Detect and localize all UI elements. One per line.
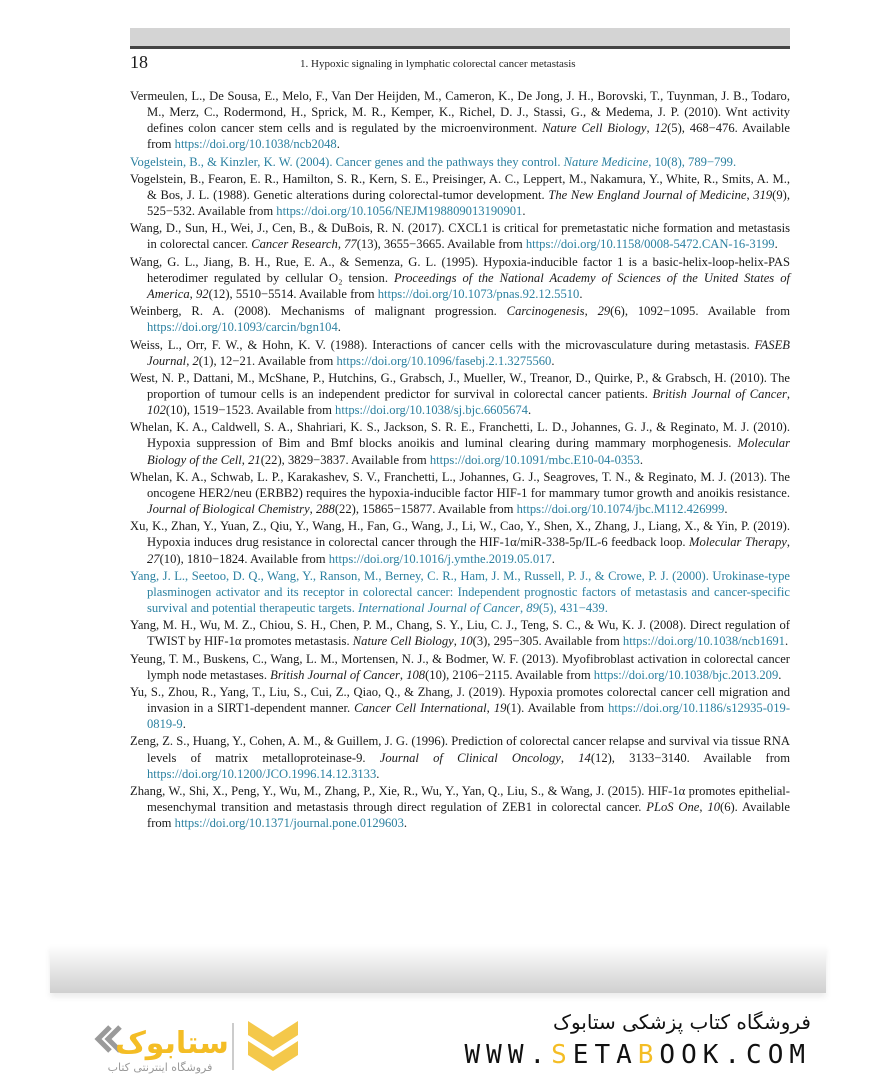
reference-text: (9), 525−532. Available from (147, 187, 791, 219)
reference-text: , (584, 304, 598, 319)
doi-link[interactable]: https://doi.org/10.1074/jbc.M112.426999 (516, 502, 725, 517)
journal-text: 108 (406, 667, 426, 682)
reference-text: (3), 295−305. Available from (472, 634, 623, 649)
reference-text: Weinberg, R. A. (2008). Mechanisms of malignant progression. (130, 304, 507, 319)
doi-link[interactable]: https://doi.org/10.1096/fasebj.2.1.3275560 (336, 353, 552, 368)
doi-link[interactable]: https://doi.org/10.1158/0008-5472.CAN-16-3199 (525, 237, 775, 252)
journal-text: 2 (192, 353, 199, 368)
journal-text: PLoS One (646, 800, 700, 815)
reference-text: Zhang, W., Shi, X., Peng, Y., Wu, M., Zhang, P., Xie, R., Wu, Y., Yan, Q., Liu, S., & Wang, J. (2015). HIF-1α promotes epithelial-mesenchymal transition and metastasis through direct regulation of ZEB1 in colorectal cancer. (130, 783, 790, 815)
reference-list (130, 88, 790, 832)
reference-text: . (337, 320, 341, 335)
reference-text: (1). Available from (506, 701, 609, 716)
url-part: S (551, 1040, 573, 1070)
reference-text: , (519, 600, 527, 615)
reference-text: . (376, 766, 380, 781)
header-bar (130, 28, 790, 49)
reference-text: (12), 3133−3140. Available from (590, 750, 791, 765)
journal-text: 19 (493, 701, 507, 716)
reference-text: . (551, 551, 555, 566)
reference-text: Wang, G. L., Jiang, B. H., Rue, E. A., & Semenza, G. L. (1995). Hypoxia-inducible factor 1 is a basic-helix-loop-helix-PAS heterodimer regulated by cellular O₂ tension. (130, 254, 790, 285)
doi-link[interactable]: https://doi.org/10.1038/sj.bjc.6605674 (335, 403, 528, 418)
reference-text: . (527, 403, 532, 418)
reference-text: . (774, 237, 778, 252)
reference-text: (10), 1519−1523. Available from (165, 403, 336, 418)
reference-text: Zeng, Z. S., Huang, Y., Cohen, A. M., & Guillem, J. G. (1996). Prediction of colorectal cancer relapse and survival via tissue RNA levels of matrix metalloproteinase-9. (130, 734, 790, 765)
reference-entry (130, 783, 790, 831)
journal-text: Molecular Biology of the Cell (147, 436, 790, 467)
doi-link[interactable]: https://doi.org/10.1038/bjc.2013.209 (593, 667, 779, 682)
reference-text: Yang, J. L., Seetoo, D. Q., Wang, Y., Ranson, M., Berney, C. R., Ham, J. M., Russell, P. J., & Crowe, P. J. (2000). Urokinase-type plasminogen activator and its receptor in colorectal cancer: Independent prognostic factors of metastasis and cancer-specific survival and potential therapeutic targets. (130, 568, 790, 615)
journal-text: Molecular Therapy (688, 535, 787, 550)
journal-text: International Journal of Cancer (358, 600, 520, 615)
reference-text: (6). Available from (147, 800, 791, 831)
running-title: 1. Hypoxic signaling in lymphatic colorectal cancer metastasis (300, 58, 576, 70)
doi-link[interactable]: https://doi.org/10.1056/NEJM198809013190901 (276, 204, 523, 219)
reference-entry (130, 518, 790, 566)
reference-text: . (522, 204, 526, 219)
doi-link[interactable]: https://doi.org/10.1093/carcin/bgn104 (147, 320, 338, 335)
reference-text: Whelan, K. A., Schwab, L. P., Karakashev, S. V., Franchetti, L., Johannes, G. J., Seagroves, T. N., & Reginato, M. J. (2013). The oncogene HER2/neu (ERBB2) requires the hypoxia-inducible factor HIF-1 for mammary tumor growth and anoikis resistance. (130, 469, 790, 500)
url-part: B (637, 1040, 660, 1070)
journal-text: Journal of Biological Chemistry (147, 502, 310, 517)
reference-text: Whelan, K. A., Caldwell, S. A., Shahriari, K. S., Jackson, S. R. E., Franchetti, L. D., Johannes, G. J., & Reginato, M. J. (2010). Hypoxia suppression of Bim and Bmf blocks anoikis and luminal clearing during mammary morphogenesis. (130, 420, 790, 451)
reference-text: , (399, 667, 407, 682)
reference-text: . (579, 286, 583, 301)
reference-text: (22), 15865−15877. Available from (334, 502, 517, 517)
journal-text: Proceedings of the National Academy of Sciences of the United States of America (147, 270, 790, 301)
reference-text: (5), 468−476. Available from (147, 121, 790, 152)
journal-text: Cancer Research (251, 237, 338, 252)
reference-entry (130, 651, 790, 683)
reference-text: Wang, D., Sun, H., Wei, J., Cen, B., & DuBois, R. N. (2017). CXCL1 is critical for premetastatic niche formation and metastasis in colorectal cancer. (130, 221, 790, 252)
journal-text: FASEB Journal (147, 337, 790, 368)
reference-text: , (453, 634, 461, 649)
reference-entry (130, 220, 790, 252)
reference-text: , (786, 387, 791, 401)
website-url[interactable] (465, 1040, 811, 1070)
reference-text: , (560, 750, 579, 765)
journal-text: Journal of Clinical Oncology (379, 750, 561, 765)
reference-text: , (241, 452, 249, 467)
setabook-logo (90, 1015, 330, 1075)
reference-text: (6), 1092−1095. Available from (610, 304, 791, 319)
journal-text: 102 (147, 403, 166, 418)
reference-text: , 10(8), 789−799. (648, 154, 737, 169)
reference-text: , (699, 800, 708, 815)
doi-link[interactable]: https://doi.org/10.1038/ncb2048 (174, 137, 337, 152)
reference-text: (12), 5510−5514. Available from (208, 286, 378, 301)
journal-text: British Journal of Cancer (652, 387, 787, 401)
journal-text: 92 (195, 286, 209, 301)
reference-entry (130, 733, 790, 781)
shop-name: فروشگاه کتاب پزشکی ستابوک (553, 1010, 811, 1034)
reference-text: . (551, 353, 555, 368)
doi-link[interactable]: https://doi.org/10.1186/s12935-019-0819-9 (147, 701, 791, 732)
journal-text: Nature Cell Biology (352, 634, 454, 649)
reference-text: , (486, 701, 494, 716)
reference-entry (130, 303, 790, 335)
journal-text: The New England Journal of Medicine (548, 187, 747, 202)
reference-text: . (784, 634, 789, 649)
reference-text: (1), 12−21. Available from (198, 353, 337, 368)
reference-text: , (646, 121, 655, 136)
reference-entry (130, 469, 790, 517)
reference-text: , (309, 502, 316, 517)
journal-text: 288 (315, 502, 335, 517)
journal-text: 21 (248, 452, 261, 467)
reference-text: (10), 1810−1824. Available from (159, 551, 329, 566)
reference-entry (130, 154, 790, 170)
page-number: 18 (130, 52, 148, 72)
journal-text: Cancer Cell International (354, 701, 487, 716)
journal-text: Nature Medicine (563, 154, 649, 169)
reference-entry (130, 171, 790, 219)
svg-text:ستابوک: ستابوک (115, 1026, 229, 1061)
journal-text: 14 (578, 750, 591, 765)
journal-text: British Journal of Cancer (270, 667, 400, 682)
page-bottom-shadow (50, 945, 826, 993)
reference-text: (5), 431−439. (538, 600, 608, 615)
reference-text: , (337, 237, 345, 252)
reference-text: . (778, 667, 782, 682)
logo-icon (90, 1015, 330, 1075)
journal-text: 27 (147, 551, 160, 566)
journal-text: Carcinogenesis (506, 304, 585, 319)
url-part: WWW. (464, 1040, 552, 1070)
reference-text: West, N. P., Dattani, M., McShane, P., Hutchins, G., Grabsch, J., Mueller, W., Treanor, D., Quirke, P., & Grabsch, H. (2010). The proportion of tumour cells is an independent predictor for survival in colorectal cancer patients. (130, 370, 790, 401)
doi-link[interactable]: https://doi.org/10.1200/JCO.1996.14.12.3133 (147, 766, 377, 781)
journal-text: 10 (460, 634, 473, 649)
reference-text: Vermeulen, L., De Sousa, E., Melo, F., Van Der Heijden, M., Cameron, K., De Jong, J. H., Borovski, T., Tuynman, J. B., Todaro, M., Merz, C., Rodermond, H., Sprick, M. R., Kemper, K., Richel, D. J., Stassi, G., & Medema, J. P. (2010). Wnt activity defines colon cancer stem cells and is regulated by the microenvironment. (130, 89, 790, 136)
reference-text: (10), 2106−2115. Available from (425, 667, 594, 682)
url-part: ETA (572, 1040, 638, 1070)
doi-link[interactable]: https://doi.org/10.1073/pnas.92.12.5510 (377, 286, 580, 301)
reference-entry (130, 337, 790, 369)
reference-text: Weiss, L., Orr, F. W., & Hohn, K. V. (1988). Interactions of cancer cells with the microvasculature during metastasis. (130, 337, 755, 352)
reference-text: Yu, S., Zhou, R., Yang, T., Liu, S., Cui, Z., Qiao, Q., & Zhang, J. (2019). Hypoxia promotes colorectal cancer cell migration and invasion in a SIRT1-dependent manner. (130, 685, 790, 716)
reference-text: . (724, 502, 728, 517)
journal-text: 12 (654, 121, 668, 136)
reference-entry (130, 370, 790, 418)
reference-entry (130, 419, 790, 467)
reference-text: . (336, 137, 340, 152)
doi-link[interactable]: https://doi.org/10.1038/ncb1691 (622, 634, 785, 649)
reference-text: , (746, 187, 754, 202)
reference-text: . (182, 717, 186, 732)
doi-link[interactable]: https://doi.org/10.1091/mbc.E10-04-0353 (429, 452, 640, 467)
journal-text: 29 (597, 304, 611, 319)
reference-text: . (403, 816, 408, 831)
reference-entry (130, 88, 790, 152)
url-part: OOK.COM (659, 1040, 811, 1070)
reference-text: , (189, 286, 196, 301)
reference-entry (130, 254, 790, 302)
journal-text: 10 (707, 800, 720, 815)
reference-text: Vogelstein, B., & Kinzler, K. W. (2004). Cancer genes and the pathways they control. (130, 154, 564, 169)
reference-text: Yeung, T. M., Buskens, C., Wang, L. M., Mortensen, N. J., & Bodmer, W. F. (2013). Myofibroblast activation in colorectal cancer lymph node metastases. (130, 651, 790, 682)
reference-entry (130, 568, 790, 616)
reference-text: Xu, K., Zhan, Y., Yuan, Z., Qiu, Y., Wang, H., Fan, G., Wang, J., Li, W., Cao, Y., Shen, X., Zhang, J., Liang, X., & Yin, P. (2019). Hypoxia induces drug resistance in colorectal cancer through the HIF-1α/miR-338-5p/IL-6 feedback loop. (130, 519, 790, 550)
doi-link[interactable]: https://doi.org/10.1016/j.ymthe.2019.05.017 (328, 551, 552, 566)
reference-text: Yang, M. H., Wu, M. Z., Chiou, S. H., Chen, P. M., Chang, S. Y., Liu, C. J., Teng, S. C., & Wu, K. J. (2008). Direct regulation of TWIST by HIF-1α promotes metastasis. (130, 618, 790, 649)
reference-text: (22), 3829−3837. Available from (260, 452, 430, 467)
reference-text: Vogelstein, B., Fearon, E. R., Hamilton, S. R., Kern, S. E., Preisinger, A. C., Leppert, M., Nakamura, Y., White, R., Smits, A. M., & Bos, J. L. (1988). Genetic alterations during colorectal-tumor development. (130, 171, 790, 202)
svg-text:فروشگاه اینترنتی کتاب: فروشگاه اینترنتی کتاب (107, 1061, 213, 1074)
reference-text: , (786, 535, 790, 550)
reference-entry (130, 617, 790, 649)
reference-text: . (639, 452, 644, 467)
journal-text: 77 (344, 237, 357, 252)
journal-text: 89 (526, 600, 539, 615)
doi-link[interactable]: https://doi.org/10.1371/journal.pone.0129603 (174, 816, 404, 831)
journal-text: 319 (753, 187, 773, 202)
journal-text: Nature Cell Biology (542, 121, 647, 136)
reference-text: , (186, 353, 193, 368)
reference-text: (13), 3655−3665. Available from (356, 237, 526, 252)
reference-entry (130, 684, 790, 732)
